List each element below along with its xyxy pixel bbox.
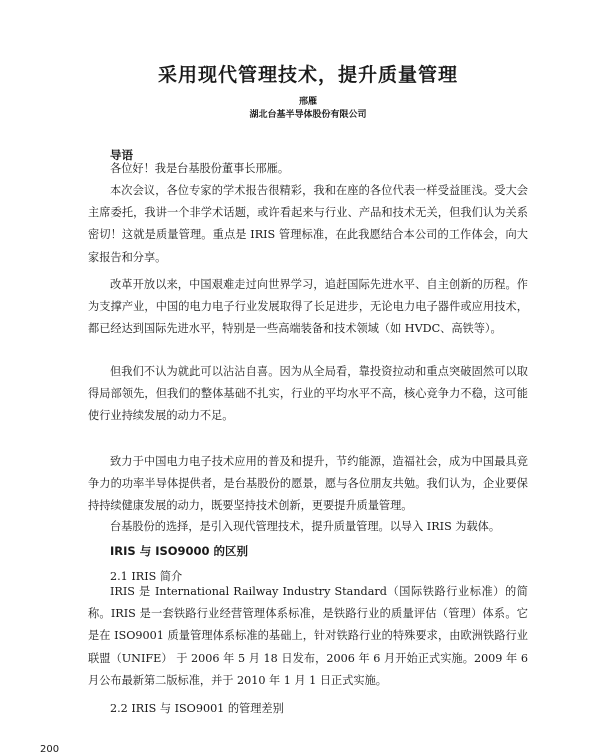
subsection-2-1: 2.1 IRIS 简介 xyxy=(110,570,183,583)
article-title: 采用现代管理技术，提升质量管理 xyxy=(157,64,458,86)
iris-section-heading: IRIS 与 ISO9000 的区别 xyxy=(110,544,249,558)
intro-heading: 导语 xyxy=(110,148,133,162)
page-number: 200 xyxy=(40,744,60,755)
author-affiliation: 湖北台基半导体股份有限公司 xyxy=(249,110,367,120)
paragraph-5: 台基股份的选择，是引入现代管理技术，提升质量管理。以导入 IRIS 为载体。 xyxy=(110,520,501,533)
paragraph-2: 改革开放以来，中国艰难走过向世界学习，追赶国际先进水平、自主创新的历程。作为支撑产业，中国的电力电子行业发展取得了长足进步，无论电力电子器件或应用技术，都已经达到国际先进水平，特别是一些高端装备和技术领域（如 HVDC、高铁等）。 xyxy=(88,278,528,336)
paragraph-6: IRIS 是 International Railway Industry Standard（国际铁路行业标准）的简称。IRIS 是一套铁路行业经营管理体系标准，是铁路行业的质量评估（管理）体系。它是在 ISO9001 质量管理体系标准的基础上，针对铁路行业的特殊要求，由欧洲铁路行业联盟（UNIFE） 于 2006 年 5 月 18 日发布，2006 年 6 月开始正式实施。2009 年 6 月公布最新第二版标准，并于 2010 年 1 月 1 日正式实施。 xyxy=(88,585,528,687)
paragraph-1: 本次会议，各位专家的学术报告很精彩，我和在座的各位代表一样受益匪浅。受大会主席委托，我讲一个非学术话题，或许看起来与行业、产品和技术无关，但我们认为关系密切！这就是质量管理。重点是 IRIS 管理标准，在此我愿结合本公司的工作体会，向大家报告和分享。 xyxy=(88,184,528,264)
paragraph-4: 致力于中国电力电子技术应用的普及和提升，节约能源，造福社会，成为中国最具竞争力的功率半导体提供者，是台基股份的愿景，愿与各位朋友共勉。我们认为，企业要保持持续健康发展的动力，既要坚持技术创新，更要提升质量管理。 xyxy=(88,455,528,513)
greeting-paragraph: 各位好！我是台基股份董事长邢雁。 xyxy=(110,162,290,175)
subsection-2-2: 2.2 IRIS 与 ISO9001 的管理差别 xyxy=(110,702,284,715)
author-name: 邢雁 xyxy=(298,97,317,107)
paragraph-3: 但我们不认为就此可以沾沾自喜。因为从全局看，靠投资拉动和重点突破固然可以取得局部领先，但我们的整体基础不扎实，行业的平均水平不高，核心竞争力不稳，这可能使行业持续发展的动力不足。 xyxy=(88,365,528,423)
